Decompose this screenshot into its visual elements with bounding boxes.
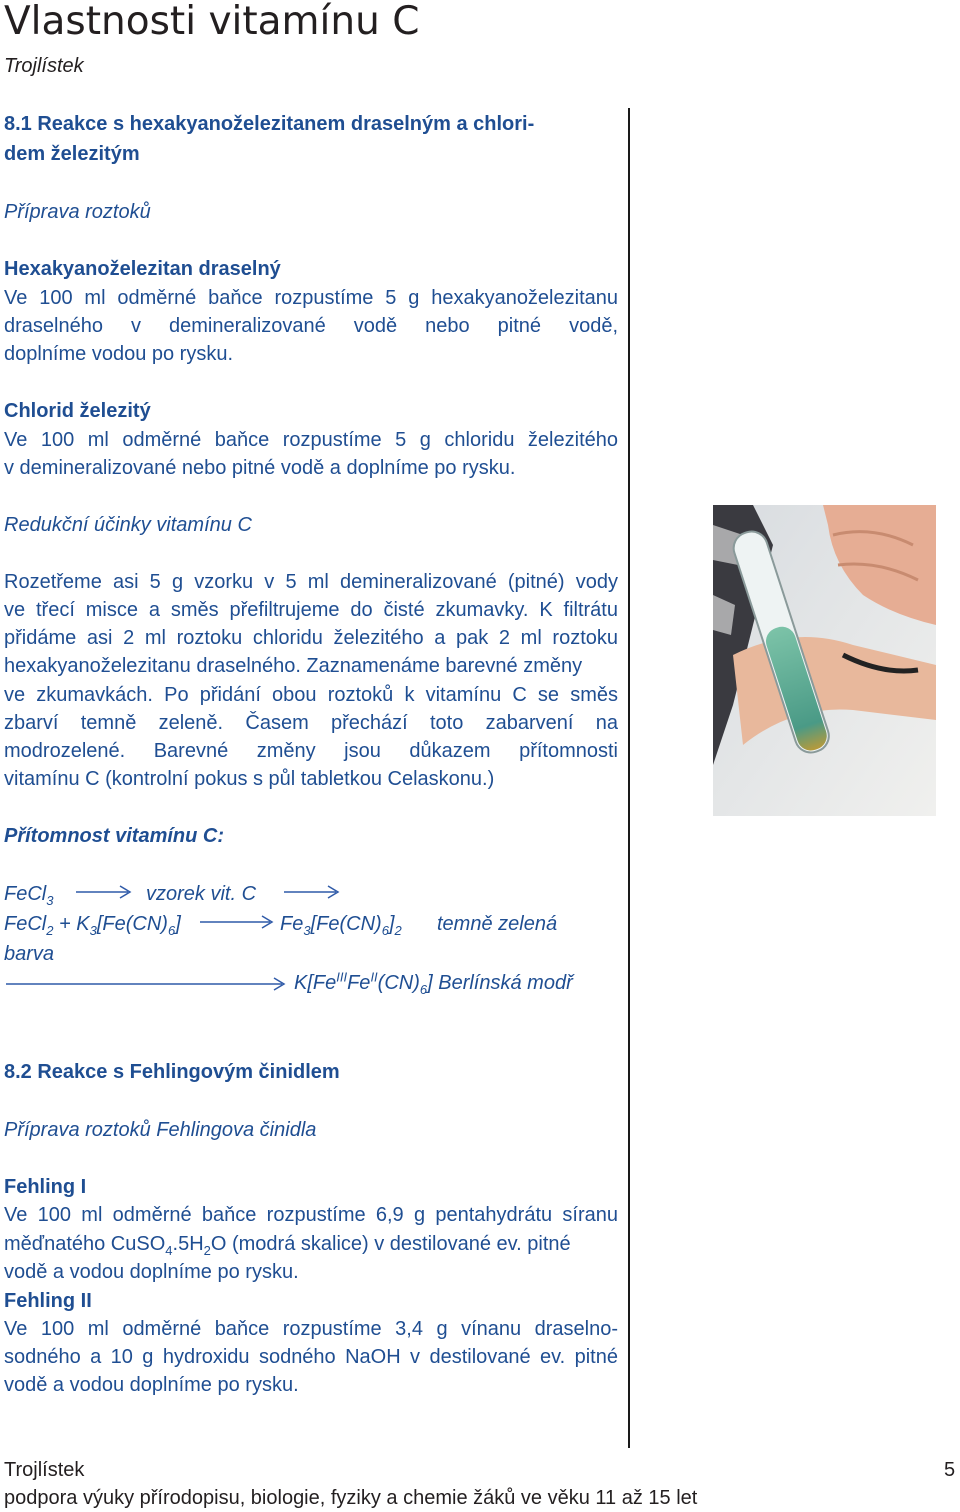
- arrow-1-icon: [74, 882, 132, 902]
- fehling-1-line-2: [4, 1230, 571, 1258]
- reduction-label: Redukční účinky vitamínu C: [4, 514, 252, 536]
- eq2-r1: Fe: [280, 913, 304, 935]
- reduction-line-6: zbarví temně zeleně. Časem přechází toto zabarvení na: [4, 712, 618, 734]
- eq2-b-sub: 3: [89, 923, 97, 938]
- eq2-r3-sub: 2: [394, 923, 402, 938]
- eq3-a-sup: III: [336, 969, 348, 985]
- fehling-2-line-2: sodného a 10 g hydroxidu sodného NaOH v destilované ev. pitné: [4, 1346, 618, 1368]
- reduction-line-7: modrozelené. Barevné změny jsou důkazem přítomnosti: [4, 740, 618, 762]
- eq3-product: [294, 969, 573, 997]
- column-divider: [628, 108, 630, 1448]
- section-heading-8-2: 8.2 Reakce s Fehlingovým činidlem: [4, 1061, 340, 1083]
- fehling-prep-label: Příprava roztoků Fehlingova činidla: [4, 1119, 317, 1141]
- section-heading-8-1: [4, 110, 534, 138]
- test-tube-photo: [713, 505, 936, 816]
- eq3-c-sub: 6: [419, 982, 428, 997]
- eq2-b: + K: [53, 913, 90, 935]
- eq2-r2-sub: 6: [381, 923, 389, 938]
- fehling-1-line-1: Ve 100 ml odměrné baňce rozpustíme 6,9 g pentahydrátu síranu: [4, 1204, 618, 1226]
- fehling-1-title: Fehling I: [4, 1176, 87, 1198]
- arrow-2-icon: [282, 882, 340, 902]
- chlorid-line-2: v demineralizované nebo pitné vodě a doplníme po rysku.: [4, 457, 516, 479]
- eq3-c: (CN): [377, 972, 420, 994]
- page-title: Vlastnosti vitamínu C: [4, 0, 420, 44]
- fehling-2-line-1: Ve 100 ml odměrné baňce rozpustíme 3,4 g vínanu draselno-: [4, 1318, 618, 1340]
- eq3-b: Fe: [347, 972, 371, 994]
- eq1-formula: FeCl: [4, 883, 47, 905]
- chlorid-title: Chlorid železitý: [4, 400, 151, 422]
- eq3-d: ] Berlínská modř: [427, 972, 573, 994]
- fehling-2-line-3: vodě a vodou doplníme po rysku.: [4, 1374, 299, 1396]
- eq2-c: [Fe(CN): [96, 913, 168, 935]
- section-heading-8-1-cont: dem železitým: [4, 143, 140, 165]
- arrow-3-icon: [198, 912, 274, 932]
- f1-a: měďnatého CuSO: [4, 1233, 166, 1255]
- hexa-line-1: Ve 100 ml odměrné baňce rozpustíme 5 g hexakyanoželezitanu: [4, 287, 618, 309]
- eq2-r3: ]: [388, 913, 395, 935]
- eq2-a: FeCl: [4, 913, 47, 935]
- hexa-title: Hexakyanoželezitan draselný: [4, 258, 281, 280]
- eq3-b-sup: II: [370, 969, 378, 985]
- f1-sub2: 2: [203, 1243, 211, 1258]
- arrow-4-icon: [4, 974, 286, 994]
- eq2-c-sub: 6: [167, 923, 176, 938]
- reduction-line-3: přidáme asi 2 ml roztoku chloridu železitého a pak 2 ml roztoku: [4, 627, 618, 649]
- f1-sub1: 4: [165, 1243, 173, 1258]
- footer-tagline: podpora výuky přírodopisu, biologie, fyziky a chemie žáků ve věku 11 až 15 let: [4, 1487, 698, 1509]
- eq2-barva: barva: [4, 943, 55, 965]
- eq2-a-sub: 2: [46, 923, 54, 938]
- eq2-d: ]: [175, 913, 181, 935]
- reduction-line-5: ve zkumavkách. Po přidání obou roztoků k vitamínu C se směs: [4, 684, 618, 706]
- hexa-line-2: draselného v demineralizované vodě nebo pitné vodě,: [4, 315, 618, 337]
- reduction-line-1: Rozetřeme asi 5 g vzorku v 5 ml demineralizované (pitné) vody: [4, 571, 618, 593]
- eq2-product: [280, 910, 402, 938]
- eq3-a: K[Fe: [294, 972, 337, 994]
- reduction-line-8: vitamínu C (kontrolní pokus s půl tabletkou Celaskonu.): [4, 768, 495, 790]
- eq1-reagent: vzorek vit. C: [146, 883, 257, 905]
- eq1-sub: 3: [46, 893, 54, 908]
- presence-title: Přítomnost vitamínu C:: [4, 825, 225, 847]
- eq1-reactant: [4, 880, 53, 908]
- page-number: 5: [944, 1459, 956, 1481]
- chlorid-line-1: Ve 100 ml odměrné baňce rozpustíme 5 g chloridu železitého: [4, 429, 618, 451]
- f1-c: O (modrá skalice) v destilované ev. pitné: [210, 1233, 571, 1255]
- eq2-r2: [Fe(CN): [310, 913, 382, 935]
- f1-b: .5H: [172, 1233, 204, 1255]
- prep-label: Příprava roztoků: [4, 201, 151, 223]
- fehling-1-line-3: vodě a vodou doplníme po rysku.: [4, 1261, 299, 1283]
- heading-line-1: 8.1 Reakce s hexakyanoželezitanem draselným a chlori-: [4, 113, 535, 135]
- page-subtitle: Trojlístek: [4, 55, 84, 77]
- eq2-reactants: [4, 910, 181, 938]
- eq2-color: temně zelená: [437, 913, 558, 935]
- fehling-2-title: Fehling II: [4, 1290, 92, 1312]
- eq2-r1-sub: 3: [303, 923, 311, 938]
- footer-brand: Trojlístek: [4, 1459, 85, 1481]
- hexa-line-3: doplníme vodou po rysku.: [4, 343, 234, 365]
- reduction-line-2: ve třecí misce a směs přefiltrujeme do čisté zkumavky. K filtrátu: [4, 599, 618, 621]
- reduction-line-4: hexakyanoželezitanu draselného. Zaznamenáme barevné změny: [4, 655, 583, 677]
